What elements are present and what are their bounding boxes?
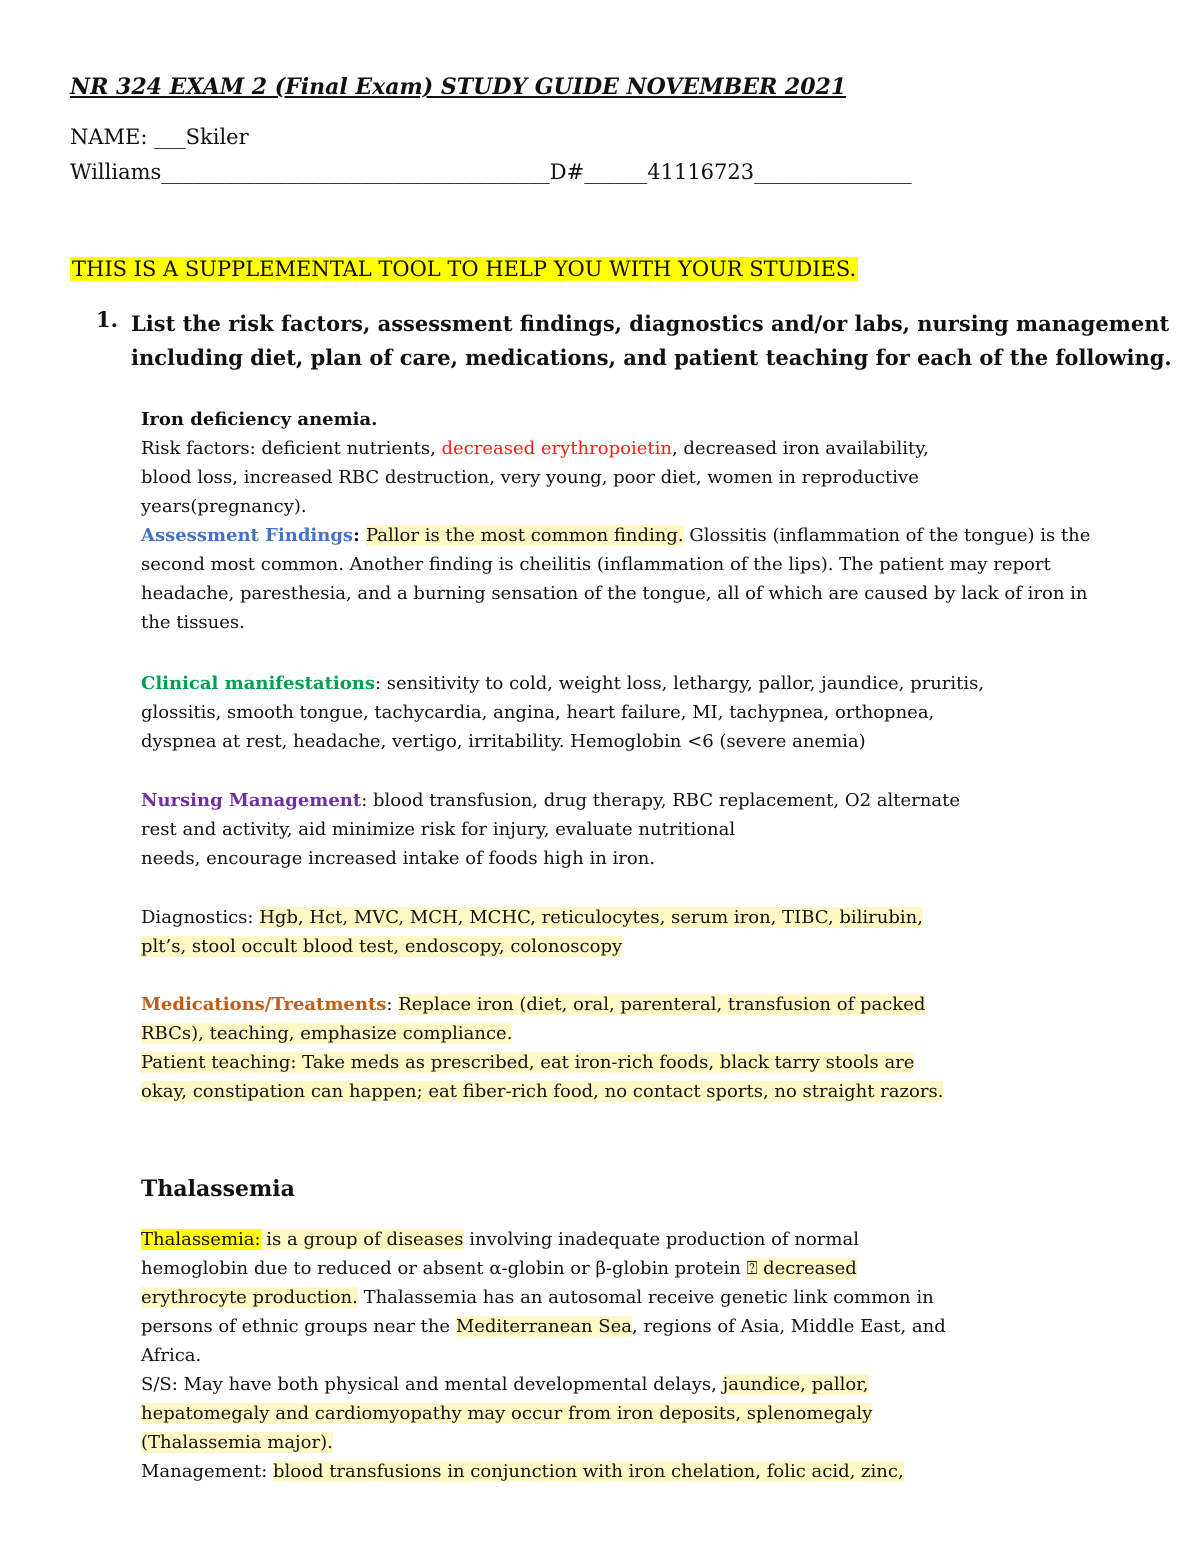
nursing-label: Nursing Management (141, 790, 362, 811)
med-line-1 (141, 990, 943, 1019)
name-blank-2: _____________________________________ (161, 160, 550, 184)
thal-text-3: Thalassemia has an autosomal receive genetic link common in (357, 1287, 934, 1308)
ss-line-2 (141, 1399, 946, 1428)
nurs-line-2: rest and activity, aid minimize risk for injury, evaluate nutritional (141, 819, 736, 840)
iron-risk-line-3: years(pregnancy). (141, 496, 307, 517)
name-last: Williams (70, 160, 162, 184)
assessment-label: Assessment Findings (141, 525, 354, 546)
assessment-highlight: Pallor is the most common finding. (365, 525, 684, 546)
clin-line-3: dyspnea at rest, headache, vertigo, irritability. Hemoglobin <6 (severe anemia) (141, 731, 866, 752)
thalassemia-heading: Thalassemia (141, 1176, 295, 1202)
assessment-colon: : (353, 525, 366, 546)
name-id-line (70, 160, 912, 184)
medications-label: Medications/Treatments (141, 994, 387, 1015)
id-value: 41116723 (647, 160, 755, 184)
iron-assess-line-3: headache, paresthesia, and a burning sensation of the tongue, all of which are caused by lack of iron in (141, 583, 1088, 604)
thal-line-2 (141, 1254, 946, 1283)
medications-highlight: Replace iron (diet, oral, parenteral, transfusion of packed (398, 994, 926, 1015)
teach-line-1 (141, 1048, 943, 1077)
teaching-highlight: Patient teaching: Take meds as prescribed, eat iron-rich foods, black tarry stools are (141, 1052, 915, 1073)
iron-heading: Iron deficiency anemia. (141, 409, 378, 430)
ss-highlight-3: (Thalassemia major). (141, 1432, 333, 1453)
thal-line-4 (141, 1312, 946, 1341)
question-number: 1. (96, 307, 118, 332)
clinical-section (141, 669, 984, 756)
clin-line-1 (141, 669, 984, 698)
thal-highlight: is a group of diseases (260, 1229, 464, 1250)
medications-section (141, 990, 943, 1106)
thal-text-5: , regions of Asia, Middle East, and (632, 1316, 946, 1337)
question-text (131, 307, 1172, 375)
nurs-line-3: needs, encourage increased intake of foods high in iron. (141, 848, 656, 869)
iron-assess-line-4: the tissues. (141, 612, 245, 633)
mgmt-line-1 (141, 1457, 946, 1486)
thal-line-5: Africa. (141, 1345, 202, 1366)
clinical-text: : sensitivity to cold, weight loss, lethargy, pallor, jaundice, pruritis, (374, 673, 985, 694)
diagnostics-section (141, 903, 923, 961)
iron-assess-line-1 (141, 521, 1090, 550)
iron-risk-line-2: blood loss, increased RBC destruction, very young, poor diet, women in reproductive (141, 467, 919, 488)
thal-text: involving inadequate production of normal (463, 1229, 859, 1250)
thal-line-3 (141, 1283, 946, 1312)
thal-highlight-4: Mediterranean Sea (455, 1316, 633, 1337)
risk-highlight-red: decreased erythropoietin (441, 438, 672, 459)
name-blank: ___ (154, 125, 186, 149)
risk-text: Risk factors: deficient nutrients, (141, 438, 442, 459)
thal-label: Thalassemia: (141, 1229, 261, 1250)
thalassemia-section (141, 1225, 946, 1486)
management-highlight: blood transfusions in conjunction with iron chelation, folic acid, zinc, (273, 1461, 904, 1482)
iron-risk-line-1 (141, 434, 1090, 463)
ss-text: S/S: May have both physical and mental developmental delays, (141, 1374, 723, 1395)
thal-line-1 (141, 1225, 946, 1254)
id-label: D# (549, 160, 585, 184)
ss-line-1 (141, 1370, 946, 1399)
diagnostics-highlight: Hgb, Hct, MVC, MCH, MCHC, reticulocytes, serum iron, TIBC, bilirubin, (259, 907, 923, 928)
question-line-2: including diet, plan of care, medications, and patient teaching for each of the following. (131, 345, 1172, 370)
thal-text-2: hemoglobin due to reduced or absent α-globin or β-globin protein (141, 1258, 747, 1279)
teaching-highlight-2: okay, constipation can happen; eat fiber-rich food, no contact sports, no straight razors. (141, 1081, 944, 1102)
risk-text-2: , decreased iron availability, (671, 438, 929, 459)
medications-colon: : (386, 994, 399, 1015)
name-label: NAME: (70, 125, 155, 149)
id-blank: ______ (584, 160, 648, 184)
ss-line-3 (141, 1428, 946, 1457)
clinical-label: Clinical manifestations (141, 673, 375, 694)
supplemental-banner: THIS IS A SUPPLEMENTAL TOOL TO HELP YOU WITH YOUR STUDIES. (72, 257, 857, 281)
management-label: Management: (141, 1461, 273, 1482)
diag-line-1 (141, 903, 923, 932)
diagnostics-label: Diagnostics: (141, 907, 260, 928)
name-line (70, 125, 249, 149)
diagnostics-highlight-2: plt’s, stool occult blood test, endoscopy, colonoscopy (141, 936, 623, 957)
thal-highlight-3: erythrocyte production. (141, 1287, 358, 1308)
iron-assess-line-2: second most common. Another finding is cheilitis (inflammation of the lips). The patient may report (141, 554, 1051, 575)
med-line-2 (141, 1019, 943, 1048)
teach-line-2 (141, 1077, 943, 1106)
medications-highlight-2: RBCs), teaching, emphasize compliance. (141, 1023, 513, 1044)
name-first: Skiler (185, 125, 249, 149)
question-line-1: List the risk factors, assessment findings, diagnostics and/or labs, nursing management (131, 311, 1170, 336)
clin-line-2: glossitis, smooth tongue, tachycardia, angina, heart failure, MI, tachypnea, orthopnea, (141, 702, 935, 723)
document-title: NR 324 EXAM 2 (Final Exam) STUDY GUIDE NOVEMBER 2021 (70, 74, 847, 100)
iron-section (141, 405, 1090, 637)
diag-line-2 (141, 932, 923, 961)
assessment-text: Glossitis (inflammation of the tongue) is the (683, 525, 1091, 546)
ss-highlight: jaundice, pallor, (722, 1374, 869, 1395)
id-blank-2: _______________ (754, 160, 912, 184)
nurs-line-1 (141, 786, 960, 815)
nursing-text: : blood transfusion, drug therapy, RBC replacement, O2 alternate (361, 790, 960, 811)
nursing-section (141, 786, 960, 873)
thal-text-4: persons of ethnic groups near the (141, 1316, 456, 1337)
thal-highlight-2: ⍰ decreased (746, 1258, 857, 1279)
ss-highlight-2: hepatomegaly and cardiomyopathy may occur from iron deposits, splenomegaly (141, 1403, 873, 1424)
